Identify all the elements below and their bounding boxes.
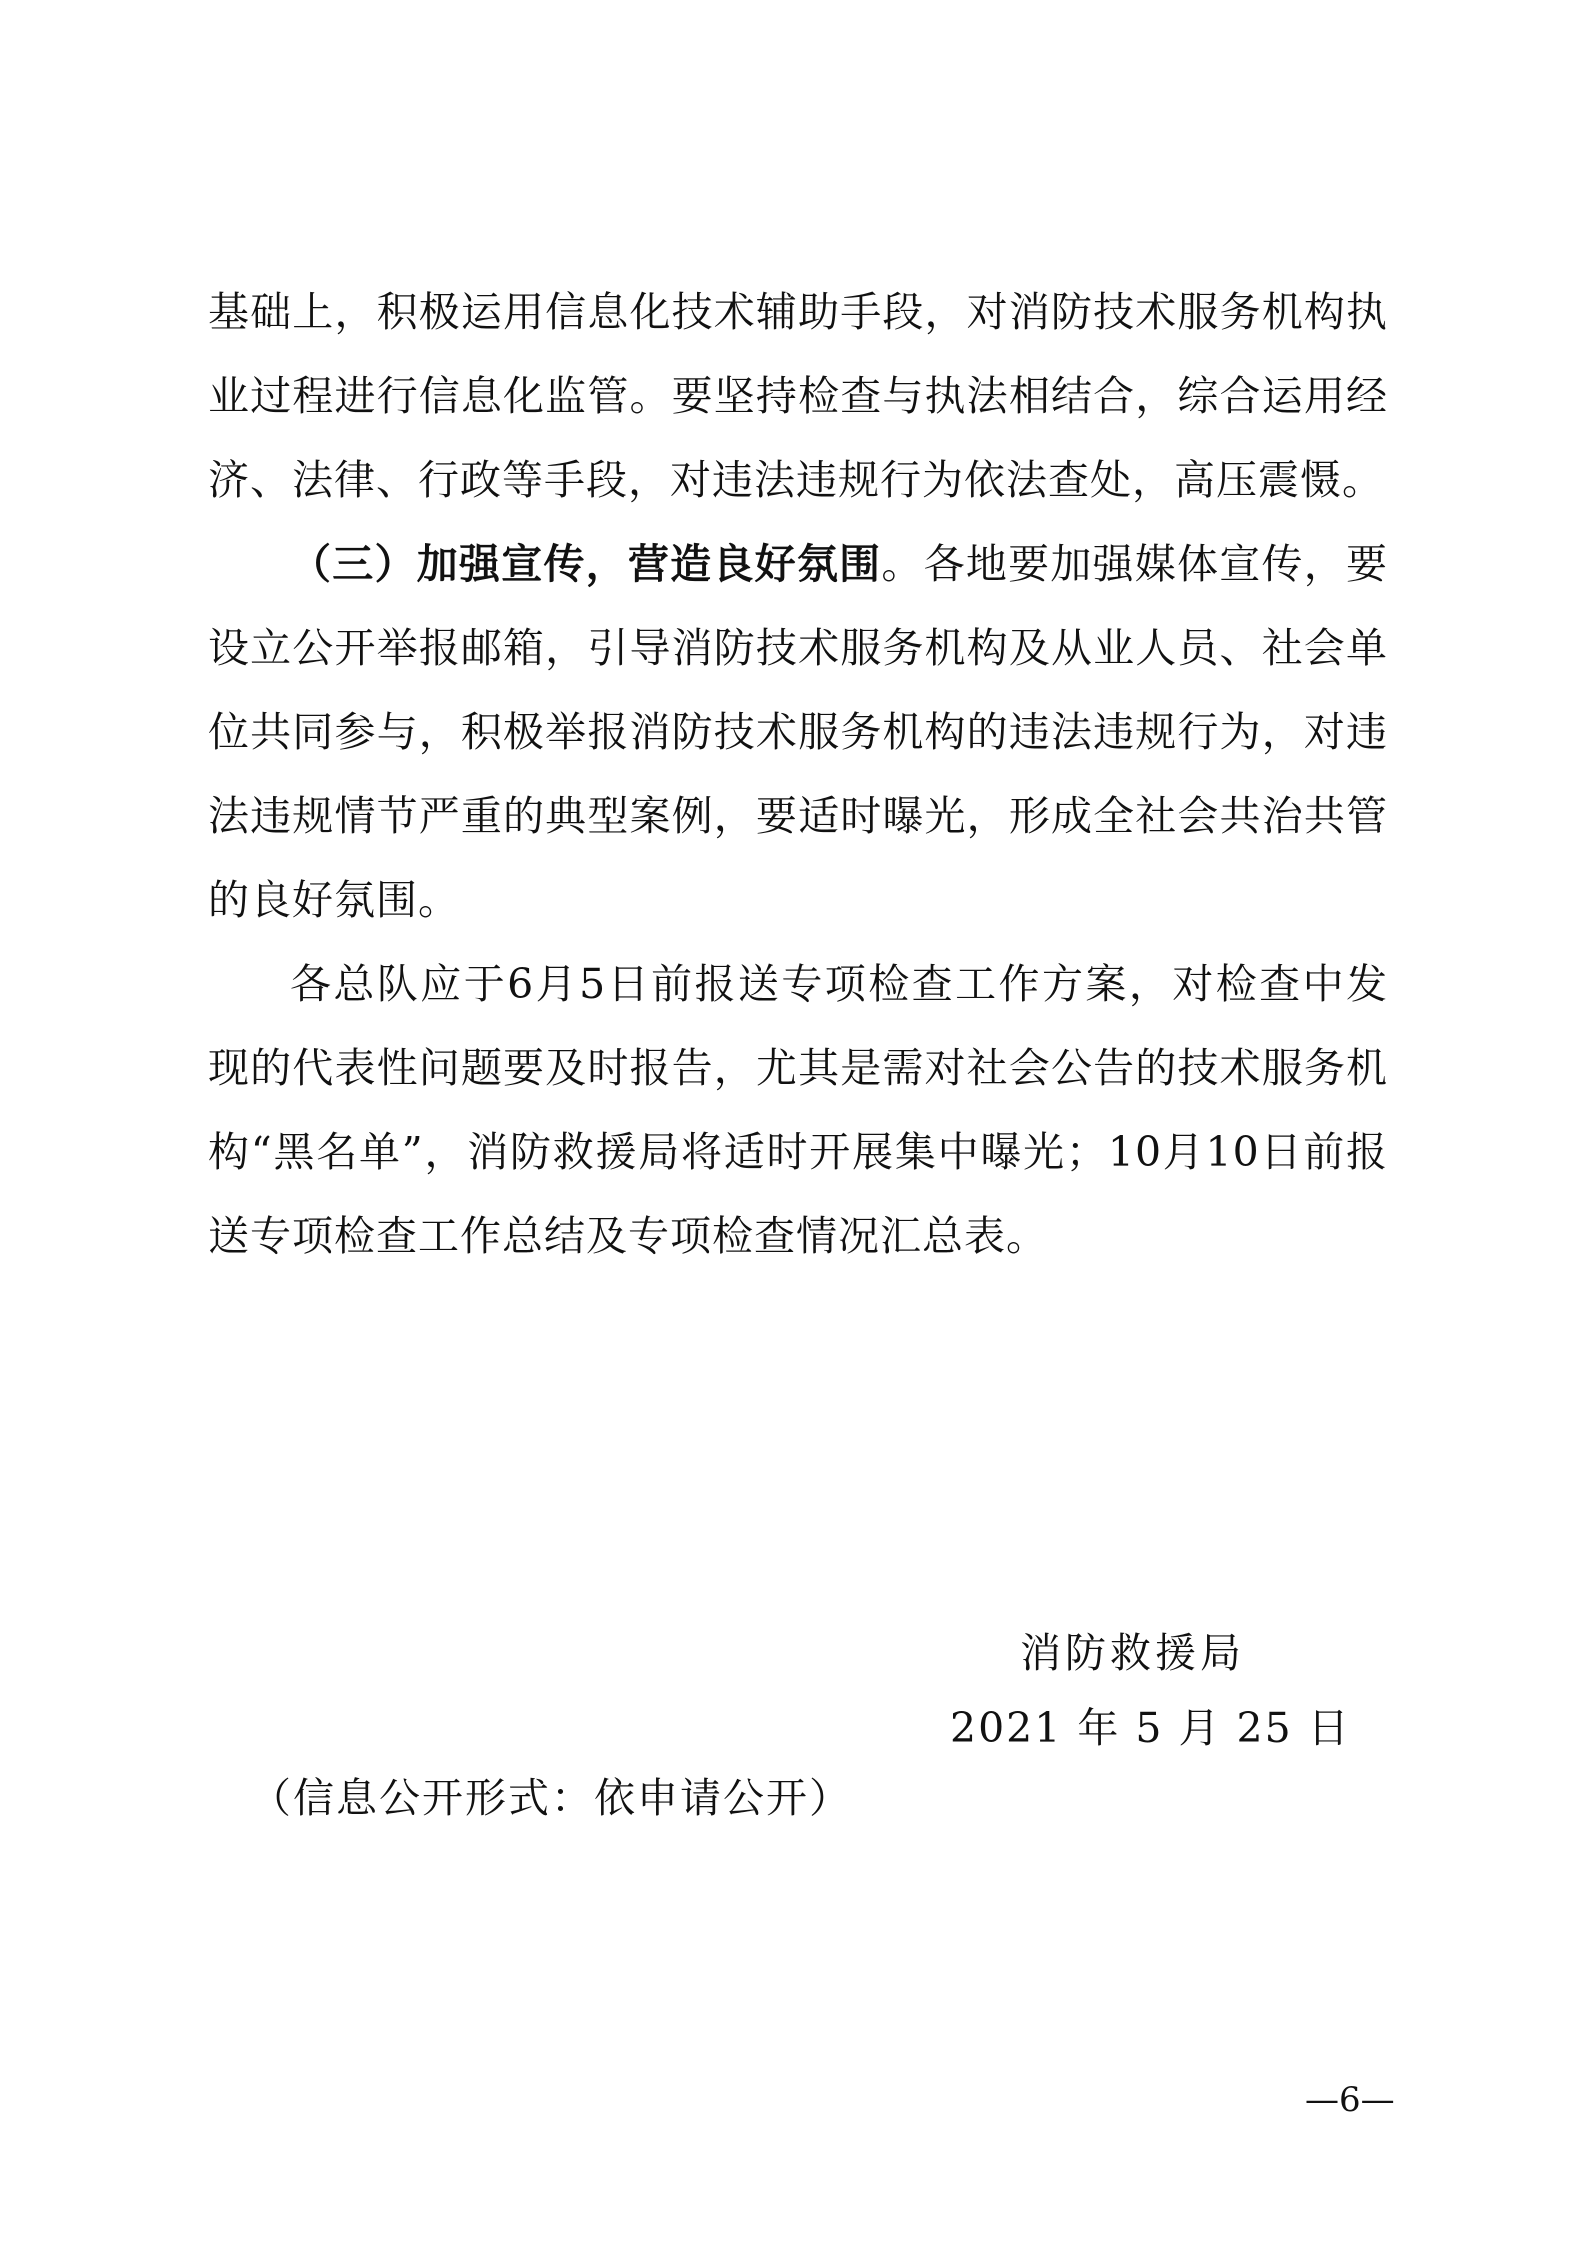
signature-date: 2021 年 5 月 25 日: [950, 1704, 1351, 1752]
paragraph-continuation: 基础上，积极运用信息化技术辅助手段，对消防技术服务机构执业过程进行信息化监管。要坚持检查与执法相结合，综合运用经济、法律、行政等手段，对违法违规行为依法查处，高压震慑。: [208, 288, 1388, 504]
disclosure-note: （信息公开形式：依申请公开）: [250, 1774, 852, 1822]
signature-organization: 消防救援局: [1020, 1629, 1245, 1677]
document-body: [208, 270, 1388, 1278]
paragraph-publicity-text: 。各地要加强媒体宣传，要设立公开举报邮箱，引导消防技术服务机构及从业人员、社会单位共同参与，积极举报消防技术服务机构的违法违规行为，对违法违规情节严重的典型案例，要适时曝光，形成全社会共治共管的良好氛围。: [208, 540, 1388, 924]
paragraph-reporting: 各总队应于6月5日前报送专项检查工作方案，对检查中发现的代表性问题要及时报告，尤其是需对社会公告的技术服务机构“黑名单”，消防救援局将适时开展集中曝光；10月10日前报送专项检查工作总结及专项检查情况汇总表。: [208, 960, 1388, 1260]
page-number: —6—: [1305, 2080, 1395, 2120]
section-heading: （三）加强宣传，营造良好氛围: [290, 540, 882, 588]
paragraph-publicity: [208, 522, 1388, 942]
